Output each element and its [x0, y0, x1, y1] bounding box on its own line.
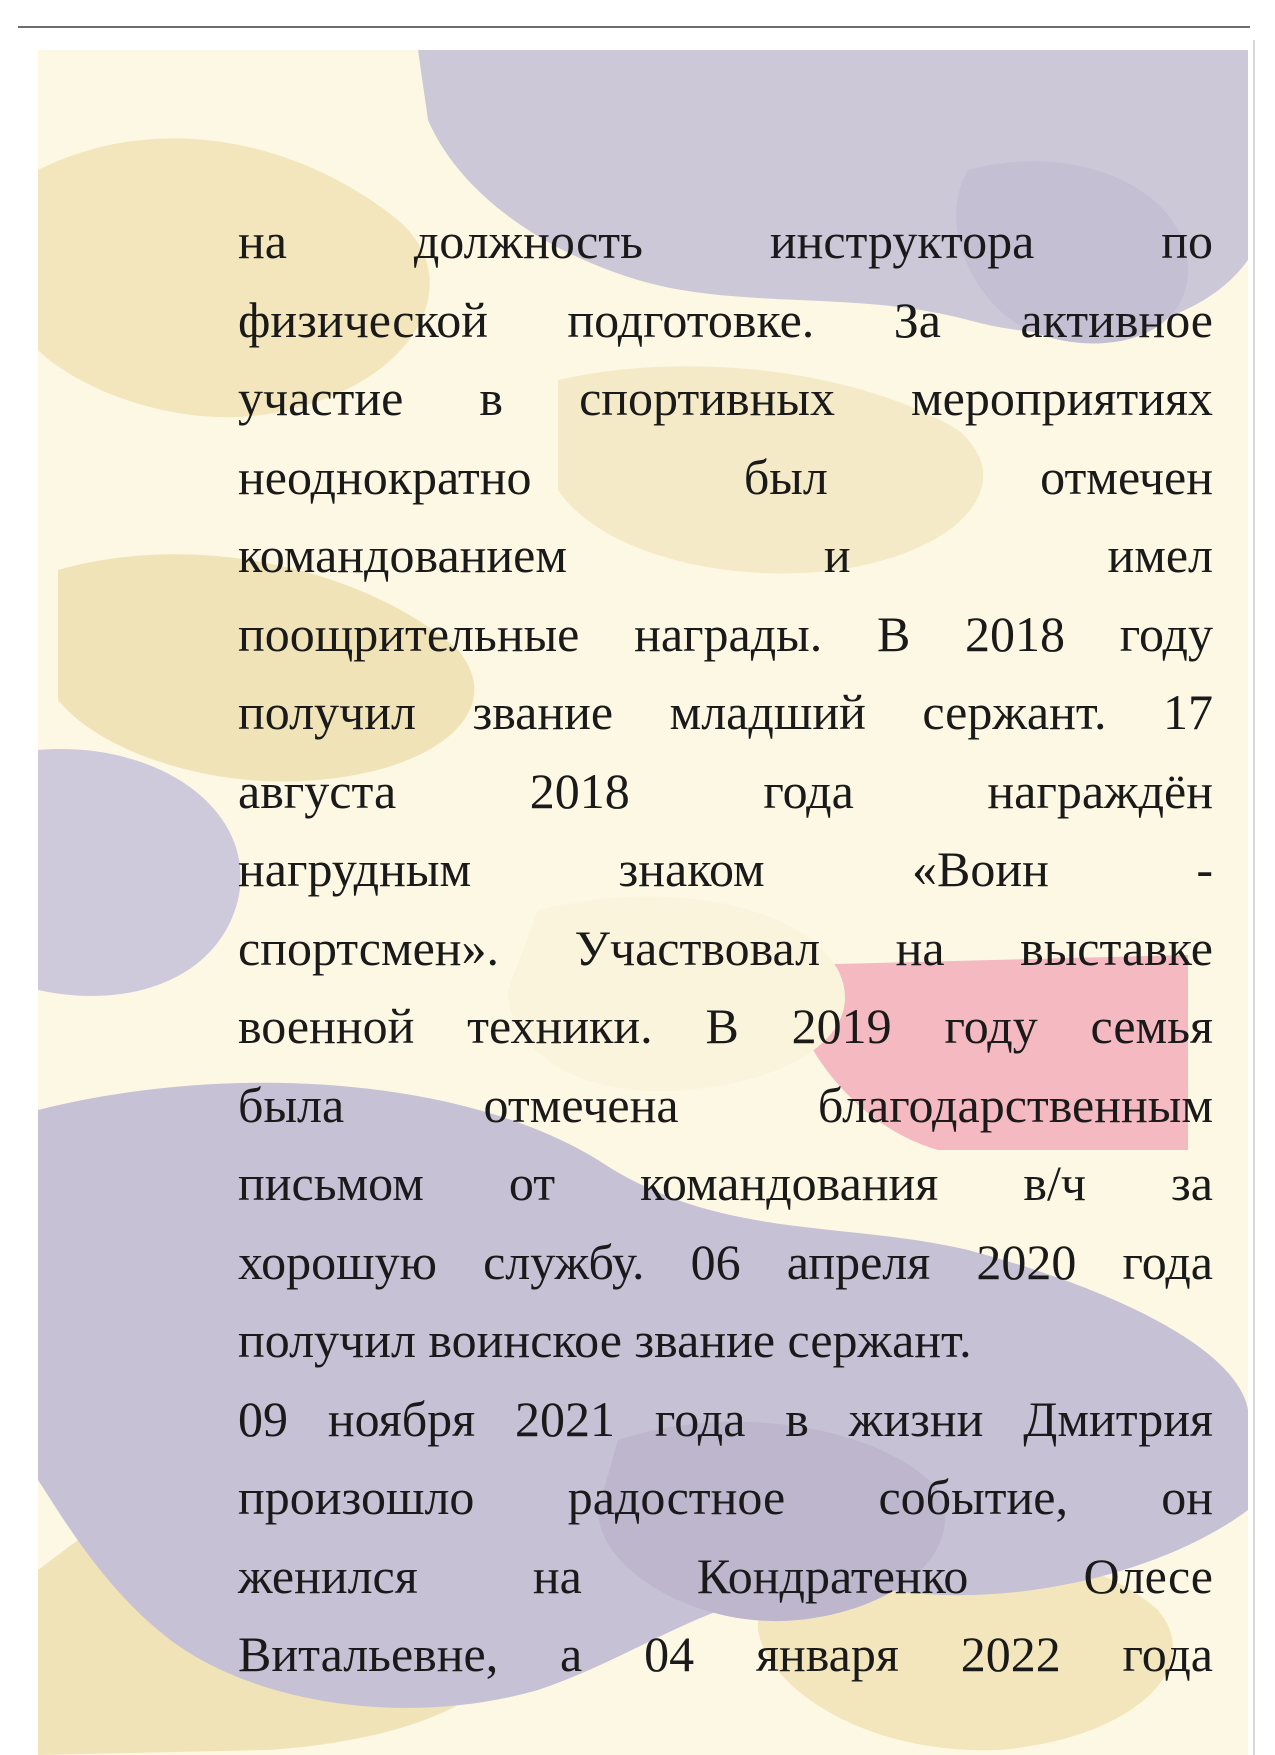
top-rule — [18, 26, 1250, 28]
text-line: письмом от командования в/ч за — [238, 1155, 1213, 1211]
text-line: спортсмен». Участвовал на выставке — [238, 919, 1213, 976]
text-line: августа 2018 года награждён — [238, 762, 1213, 819]
text-line: неоднократно был отмечен — [238, 448, 1213, 505]
document-body — [238, 202, 1213, 1694]
text-line: на должность инструктора по — [238, 213, 1213, 269]
text-line: женился на Кондратенко Олесе — [238, 1547, 1213, 1604]
text-line: получил воинское звание сержант. — [238, 1312, 972, 1368]
text-line: Витальевне, а 04 января 2022 года — [238, 1626, 1213, 1682]
camouflage-background — [38, 50, 1248, 1755]
text-line: хорошую службу. 06 апреля 2020 года — [238, 1233, 1213, 1290]
text-line: получил звание младший сержант. 17 — [238, 684, 1213, 740]
text-line: была отмечена благодарственным — [238, 1076, 1213, 1133]
text-line: поощрительные награды. В 2018 году — [238, 605, 1213, 662]
text-line: командованием и имел — [238, 527, 1213, 583]
camo-grey-shape — [38, 749, 241, 996]
text-line: произошло радостное событие, он — [238, 1469, 1213, 1525]
text-line: участие в спортивных мероприятиях — [238, 370, 1213, 426]
text-line: военной техники. В 2019 году семья — [238, 998, 1213, 1054]
text-line: физической подготовке. За активное — [238, 291, 1213, 348]
page-edge — [1253, 40, 1255, 1755]
text-line: 09 ноября 2021 года в жизни Дмитрия — [238, 1390, 1213, 1447]
text-line: нагрудным знаком «Воин - — [238, 841, 1213, 897]
